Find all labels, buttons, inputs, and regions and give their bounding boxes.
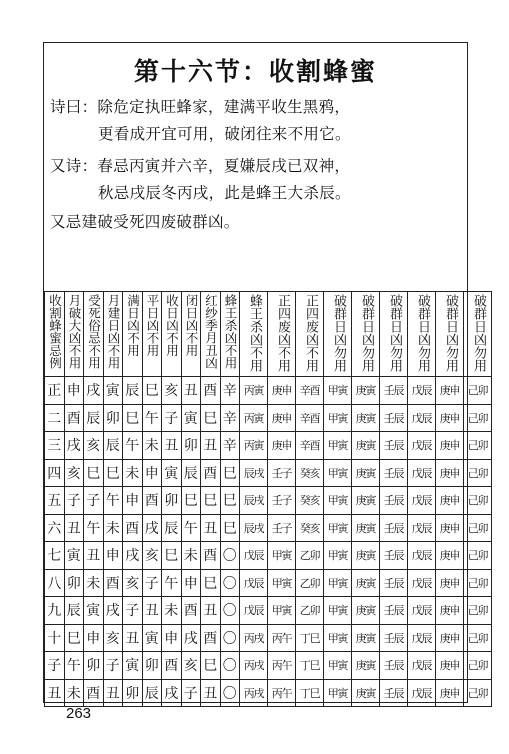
table-cell: 壬子: [268, 487, 296, 515]
table-cell: 甲寅: [324, 487, 352, 515]
table-cell: 辛: [220, 404, 240, 432]
table-cell: 辰戌: [240, 459, 268, 487]
table-cell: 寅: [64, 542, 84, 570]
table-cell: 甲寅: [268, 569, 296, 597]
table-cell: 酉: [162, 652, 182, 680]
table-cell: 己卯: [464, 624, 492, 652]
table-cell: 庚申: [436, 377, 464, 405]
table-cell: 午: [123, 432, 143, 460]
table-cell: 庚申: [268, 377, 296, 405]
table-cell: 寅: [162, 459, 182, 487]
month-cell: 十: [45, 624, 65, 652]
table-cell: 巳: [162, 542, 182, 570]
table-cell: 申: [181, 569, 201, 597]
table-cell: 卯: [162, 487, 182, 515]
table-cell: 甲寅: [324, 542, 352, 570]
poem-line: 更看成开宜可用，破闭往来不用它。: [98, 125, 351, 143]
table-cell: 戊辰: [408, 597, 436, 625]
column-header-label: 受死俗忌不用: [86, 294, 102, 369]
table-cell: 巳: [201, 404, 221, 432]
column-header-label: 破群日凶勿用: [330, 294, 346, 372]
column-header: [240, 292, 268, 377]
table-cell: 丙午: [268, 624, 296, 652]
table-cell: 巳: [201, 487, 221, 515]
table-cell: 丑: [103, 679, 123, 707]
table-cell: 子: [142, 569, 162, 597]
table-cell: 子: [123, 597, 143, 625]
table-cell: 辛: [220, 377, 240, 405]
table-cell: 巳: [123, 404, 143, 432]
column-header-label: 月破大凶不用: [67, 294, 82, 369]
table-cell: 〇: [220, 624, 240, 652]
table-cell: 丑: [201, 432, 221, 460]
table-cell: 庚寅: [352, 487, 380, 515]
table-cell: 乙卯: [296, 597, 324, 625]
table-cell: 丙寅: [240, 432, 268, 460]
table-cell: 丁巳: [296, 652, 324, 680]
table-cell: 丑: [201, 679, 221, 707]
table-row: [45, 569, 492, 597]
column-header: [45, 292, 65, 377]
table-cell: 子: [181, 679, 201, 707]
table-cell: 丑: [123, 624, 143, 652]
column-header: [380, 292, 408, 377]
table-cell: 丙午: [268, 652, 296, 680]
poem-line: 诗曰：除危定执旺蜂家，建满平收生黑鸦，: [50, 98, 351, 116]
table-cell: 酉: [181, 597, 201, 625]
table-cell: 酉: [201, 542, 221, 570]
table-cell: 癸亥: [296, 487, 324, 515]
table-row: [45, 377, 492, 405]
month-cell: 正: [45, 377, 65, 405]
table-cell: 丙寅: [240, 377, 268, 405]
table-cell: 酉: [201, 624, 221, 652]
month-cell: 四: [45, 459, 65, 487]
table-cell: 申: [103, 542, 123, 570]
section-header: [44, 43, 467, 292]
month-cell: 子: [45, 652, 65, 680]
table-cell: 丙寅: [240, 404, 268, 432]
column-header-label: 满日凶不用: [125, 294, 141, 357]
table-row: [45, 514, 492, 542]
table-cell: 〇: [220, 652, 240, 680]
table-body: [45, 377, 492, 707]
table-cell: 庚申: [436, 432, 464, 460]
column-header-label: 破群日凶勿用: [414, 294, 430, 372]
table-cell: 未: [181, 542, 201, 570]
table-cell: 甲寅: [268, 542, 296, 570]
table-cell: 卯: [84, 652, 104, 680]
table-cell: 庚申: [436, 597, 464, 625]
table-cell: 庚寅: [352, 569, 380, 597]
table-cell: 戊辰: [408, 432, 436, 460]
table-cell: 卯: [181, 432, 201, 460]
table-cell: 申: [142, 459, 162, 487]
table-cell: 申: [123, 487, 143, 515]
month-cell: 三: [45, 432, 65, 460]
column-header: [64, 292, 84, 377]
table-cell: 己卯: [464, 377, 492, 405]
table-cell: 巳: [220, 514, 240, 542]
column-header-label: 破群日凶勿用: [442, 294, 458, 372]
table-cell: 壬辰: [380, 652, 408, 680]
table-cell: 庚申: [436, 514, 464, 542]
month-cell: 七: [45, 542, 65, 570]
table-cell: 丙戌: [240, 624, 268, 652]
table-cell: 〇: [220, 542, 240, 570]
taboo-table: [44, 291, 492, 707]
table-cell: 壬辰: [380, 459, 408, 487]
table-cell: 戌: [123, 542, 143, 570]
table-cell: 申: [84, 624, 104, 652]
table-cell: 壬辰: [380, 597, 408, 625]
table-cell: 壬辰: [380, 542, 408, 570]
table-cell: 庚寅: [352, 542, 380, 570]
column-header-label: 破群日凶勿用: [358, 294, 374, 372]
table-cell: 午: [162, 569, 182, 597]
table-cell: 寅: [84, 597, 104, 625]
table-cell: 庚申: [436, 542, 464, 570]
table-cell: 卯: [103, 404, 123, 432]
column-header-label: 月建日凶不用: [106, 294, 121, 369]
table-cell: 甲寅: [324, 679, 352, 707]
table-cell: 未: [103, 514, 123, 542]
table-cell: 戊辰: [408, 652, 436, 680]
content-frame: [43, 42, 488, 703]
column-header: [408, 292, 436, 377]
column-header: [181, 292, 201, 377]
table-cell: 甲寅: [324, 514, 352, 542]
column-header: [162, 292, 182, 377]
month-cell: 二: [45, 404, 65, 432]
table-cell: 壬子: [268, 459, 296, 487]
month-cell: 丑: [45, 679, 65, 707]
table-cell: 丑: [181, 377, 201, 405]
table-cell: 丙午: [268, 679, 296, 707]
table-cell: 壬子: [268, 514, 296, 542]
table-cell: 酉: [142, 487, 162, 515]
table-cell: 戌: [162, 679, 182, 707]
table-cell: 午: [142, 404, 162, 432]
table-cell: 乙卯: [296, 569, 324, 597]
column-header-label: 红纱季月丑凶: [203, 294, 219, 369]
table-cell: 酉: [123, 514, 143, 542]
column-header: [142, 292, 162, 377]
table-cell: 巳: [103, 459, 123, 487]
table-cell: 己卯: [464, 514, 492, 542]
table-cell: 亥: [123, 569, 143, 597]
table-cell: 未: [142, 432, 162, 460]
table-cell: 庚申: [436, 652, 464, 680]
table-cell: 亥: [142, 542, 162, 570]
table-cell: 亥: [64, 459, 84, 487]
table-cell: 庚寅: [352, 679, 380, 707]
table-row: [45, 459, 492, 487]
table-cell: 庚申: [436, 569, 464, 597]
table-cell: 壬辰: [380, 404, 408, 432]
table-cell: 壬辰: [380, 679, 408, 707]
column-header-label: 蜂王杀凶不用: [246, 294, 262, 372]
column-header-label: 正四废凶不用: [274, 294, 290, 372]
table-cell: 己卯: [464, 487, 492, 515]
table-cell: 亥: [181, 652, 201, 680]
table-cell: 戊辰: [240, 542, 268, 570]
table-cell: 辰: [123, 377, 143, 405]
table-cell: 癸亥: [296, 459, 324, 487]
table-cell: 戊辰: [408, 542, 436, 570]
column-header: [201, 292, 221, 377]
column-header-label: 破群日凶勿用: [470, 294, 486, 372]
table-cell: 戊辰: [408, 679, 436, 707]
table-cell: 辰戌: [240, 487, 268, 515]
table-cell: 子: [64, 487, 84, 515]
table-cell: 〇: [220, 597, 240, 625]
table-cell: 戌: [181, 624, 201, 652]
table-cell: 卯: [64, 569, 84, 597]
table-cell: 戊辰: [408, 569, 436, 597]
column-header: [84, 292, 104, 377]
table-cell: 壬辰: [380, 569, 408, 597]
table-cell: 子: [103, 652, 123, 680]
table-cell: 庚寅: [352, 377, 380, 405]
table-cell: 子: [84, 487, 104, 515]
table-row: [45, 542, 492, 570]
table-cell: 巳: [64, 624, 84, 652]
table-cell: 午: [84, 514, 104, 542]
month-cell: 九: [45, 597, 65, 625]
table-cell: 巳: [142, 377, 162, 405]
table-cell: 未: [64, 679, 84, 707]
table-cell: 戊辰: [240, 569, 268, 597]
table-cell: 戌: [103, 597, 123, 625]
column-header: [464, 292, 492, 377]
table-cell: 庚寅: [352, 597, 380, 625]
table-cell: 申: [64, 377, 84, 405]
table-cell: 〇: [220, 679, 240, 707]
month-cell: 八: [45, 569, 65, 597]
table-cell: 丑: [201, 597, 221, 625]
column-header-label: 闭日凶不用: [184, 294, 199, 357]
table-cell: 壬辰: [380, 624, 408, 652]
table-cell: 巳: [181, 487, 201, 515]
table-cell: 辰: [103, 432, 123, 460]
column-header: [352, 292, 380, 377]
page-number: 263: [66, 705, 92, 722]
column-header: [123, 292, 143, 377]
table-cell: 戌: [84, 377, 104, 405]
table-cell: 丑: [142, 597, 162, 625]
table-cell: 丑: [64, 514, 84, 542]
table-cell: 己卯: [464, 459, 492, 487]
table-cell: 壬辰: [380, 487, 408, 515]
table-cell: 甲寅: [324, 569, 352, 597]
column-header: [220, 292, 240, 377]
table-cell: 己卯: [464, 597, 492, 625]
poem-line: 又诗：春忌丙寅并六辛，夏嫌辰戌已双神，: [50, 157, 351, 175]
column-header-label: 收割蜂蜜忌例: [47, 294, 63, 369]
table-cell: 戌: [64, 432, 84, 460]
table-cell: 午: [181, 514, 201, 542]
table-cell: 己卯: [464, 652, 492, 680]
table-cell: 亥: [162, 377, 182, 405]
table-cell: 甲寅: [324, 624, 352, 652]
table-cell: 辰: [162, 514, 182, 542]
table-cell: 辰戌: [240, 514, 268, 542]
table-cell: 庚寅: [352, 624, 380, 652]
table-cell: 酉: [201, 377, 221, 405]
table-row: [45, 487, 492, 515]
table-cell: 丙戌: [240, 679, 268, 707]
section-title: 第十六节：收割蜂蜜: [133, 57, 377, 86]
table-cell: 辛: [220, 432, 240, 460]
table-cell: 庚寅: [352, 432, 380, 460]
table-cell: 巳: [201, 569, 221, 597]
table-cell: 辛酉: [296, 432, 324, 460]
table-cell: 酉: [201, 459, 221, 487]
table-cell: 乙卯: [296, 542, 324, 570]
table-cell: 庚申: [436, 487, 464, 515]
table-cell: 辰: [181, 459, 201, 487]
table-cell: 庚申: [436, 459, 464, 487]
table-cell: 寅: [123, 652, 143, 680]
table-cell: 壬辰: [380, 514, 408, 542]
table-cell: 午: [64, 652, 84, 680]
poem-line: 秋忌戌辰冬丙戌，此是蜂王大杀辰。: [98, 184, 351, 202]
table-cell: 亥: [103, 624, 123, 652]
table-cell: 卯: [142, 652, 162, 680]
table-row: [45, 624, 492, 652]
table-cell: 丁巳: [296, 679, 324, 707]
table-cell: 未: [84, 569, 104, 597]
table-cell: 己卯: [464, 569, 492, 597]
table-cell: 酉: [103, 569, 123, 597]
table-cell: 申: [162, 624, 182, 652]
table-cell: 辛酉: [296, 377, 324, 405]
table-cell: 戊辰: [240, 597, 268, 625]
table-row: [45, 597, 492, 625]
table-cell: 庚申: [436, 404, 464, 432]
table-cell: 庚寅: [352, 404, 380, 432]
table-cell: 甲寅: [324, 652, 352, 680]
table-cell: 甲寅: [324, 459, 352, 487]
table-cell: 辰: [84, 404, 104, 432]
table-cell: 〇: [220, 569, 240, 597]
table-cell: 寅: [103, 377, 123, 405]
table-cell: 庚申: [436, 679, 464, 707]
table-cell: 甲寅: [324, 597, 352, 625]
table-cell: 庚申: [436, 624, 464, 652]
table-cell: 亥: [84, 432, 104, 460]
table-cell: 甲寅: [268, 597, 296, 625]
table-cell: 午: [103, 487, 123, 515]
table-cell: 戊辰: [408, 624, 436, 652]
column-header: [296, 292, 324, 377]
table-cell: 甲寅: [324, 377, 352, 405]
column-header: [436, 292, 464, 377]
table-cell: 卯: [123, 679, 143, 707]
table-row: [45, 404, 492, 432]
table-cell: 庚申: [268, 432, 296, 460]
table-cell: 子: [162, 404, 182, 432]
table-cell: 辰: [64, 597, 84, 625]
table-cell: 癸亥: [296, 514, 324, 542]
table-cell: 戌: [142, 514, 162, 542]
column-header-label: 正四废凶不用: [302, 294, 318, 372]
column-header-label: 收日凶不用: [164, 294, 180, 357]
column-header: [324, 292, 352, 377]
table-cell: 庚寅: [352, 459, 380, 487]
table-cell: 辰: [142, 679, 162, 707]
table-cell: 巳: [220, 487, 240, 515]
table-cell: 甲寅: [324, 404, 352, 432]
table-row: [45, 652, 492, 680]
table-cell: 辛酉: [296, 404, 324, 432]
table-cell: 丁巳: [296, 624, 324, 652]
column-header-label: 蜂王杀凶不用: [223, 294, 238, 369]
table-cell: 壬辰: [380, 377, 408, 405]
table-cell: 寅: [181, 404, 201, 432]
column-header-label: 平日凶不用: [145, 294, 160, 357]
table-cell: 巳: [220, 459, 240, 487]
table-cell: 庚申: [268, 404, 296, 432]
table-cell: 丙戌: [240, 652, 268, 680]
table-cell: 甲寅: [324, 432, 352, 460]
table-cell: 庚寅: [352, 652, 380, 680]
poem-line: 又忌建破受死四废破群凶。: [50, 213, 240, 231]
table-row: [45, 679, 492, 707]
table-cell: 戊辰: [408, 459, 436, 487]
table-cell: 未: [162, 597, 182, 625]
table-cell: 酉: [84, 679, 104, 707]
column-header: [103, 292, 123, 377]
column-header: [268, 292, 296, 377]
table-cell: 丑: [201, 514, 221, 542]
table-cell: 酉: [64, 404, 84, 432]
taboo-table-wrap: [44, 291, 488, 702]
table-cell: 巳: [84, 459, 104, 487]
table-cell: 庚寅: [352, 514, 380, 542]
table-cell: 戊辰: [408, 514, 436, 542]
table-cell: 戊辰: [408, 377, 436, 405]
table-cell: 戊辰: [408, 404, 436, 432]
table-cell: 丑: [84, 542, 104, 570]
table-header-row: [45, 292, 492, 377]
table-cell: 戊辰: [408, 487, 436, 515]
table-cell: 未: [123, 459, 143, 487]
table-cell: 丑: [162, 432, 182, 460]
column-header-label: 破群日凶勿用: [386, 294, 402, 372]
table-row: [45, 432, 492, 460]
table-cell: 壬辰: [380, 432, 408, 460]
table-cell: 己卯: [464, 679, 492, 707]
table-cell: 巳: [201, 652, 221, 680]
month-cell: 六: [45, 514, 65, 542]
table-cell: 己卯: [464, 404, 492, 432]
table-cell: 寅: [142, 624, 162, 652]
table-cell: 己卯: [464, 432, 492, 460]
month-cell: 五: [45, 487, 65, 515]
table-cell: 己卯: [464, 542, 492, 570]
